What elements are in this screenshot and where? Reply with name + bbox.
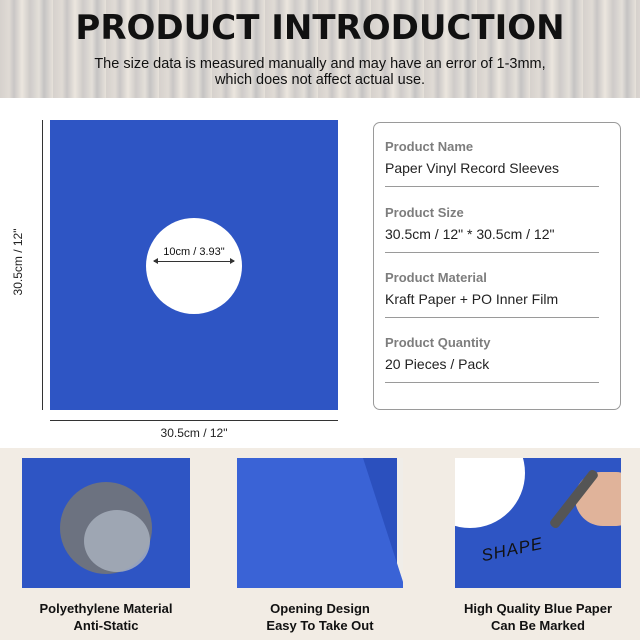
spec-value: Paper Vinyl Record Sleeves [385,160,560,176]
subtitle-line-2: which does not affect actual use. [214,72,426,88]
caption-line-1: Opening Design [270,601,370,616]
caption-line-1: High Quality Blue Paper [463,601,613,616]
subtitle-line-1: The size data is measured manually and may have an error of 1-3mm, [94,56,546,72]
feature-image-polyethylene [22,458,190,588]
features-band [0,448,640,640]
feature-caption-markable [448,600,628,634]
feature-caption-polyethylene [15,600,197,634]
product-info-card [373,122,621,410]
spec-row-size [385,205,599,253]
feature-image-opening [237,458,403,588]
spec-label: Product Material [385,270,487,285]
feature-caption-opening [230,600,410,634]
divider [385,382,599,383]
spec-label: Product Quantity [385,335,491,350]
spec-row-name [385,139,599,187]
caption-line-2: Easy To Take Out [266,618,374,633]
hole-dimension-line [154,261,234,262]
sleeve-hole-corner [455,458,525,528]
width-dimension-label: 30.5cm / 12" [160,426,228,440]
spec-value: 30.5cm / 12" * 30.5cm / 12" [385,226,555,242]
feature-image-markable [455,458,621,588]
height-dimension-line [42,120,43,410]
page-subtitle [0,56,640,88]
divider [385,317,599,318]
spec-label: Product Name [385,139,474,154]
center-hole [146,218,242,314]
record-sleeve-diagram [50,120,338,410]
record-disc [84,510,150,572]
page-title: PRODUCT INTRODUCTION [75,8,565,48]
caption-line-2: Can Be Marked [491,618,585,633]
header-banner [0,0,640,98]
spec-row-material [385,270,599,318]
spec-value: 20 Pieces / Pack [385,356,490,372]
spec-row-quantity [385,335,599,383]
spec-value: Kraft Paper + PO Inner Film [385,291,559,307]
width-dimension-line [50,420,338,421]
hole-dimension-label: 10cm / 3.93" [163,246,225,258]
divider [385,186,599,187]
divider [385,252,599,253]
caption-line-1: Polyethylene Material [39,601,173,616]
handwritten-text: SHAPE [479,533,545,566]
spec-label: Product Size [385,205,464,220]
height-dimension-label: 30.5cm / 12" [11,228,25,296]
caption-line-2: Anti-Static [73,618,139,633]
